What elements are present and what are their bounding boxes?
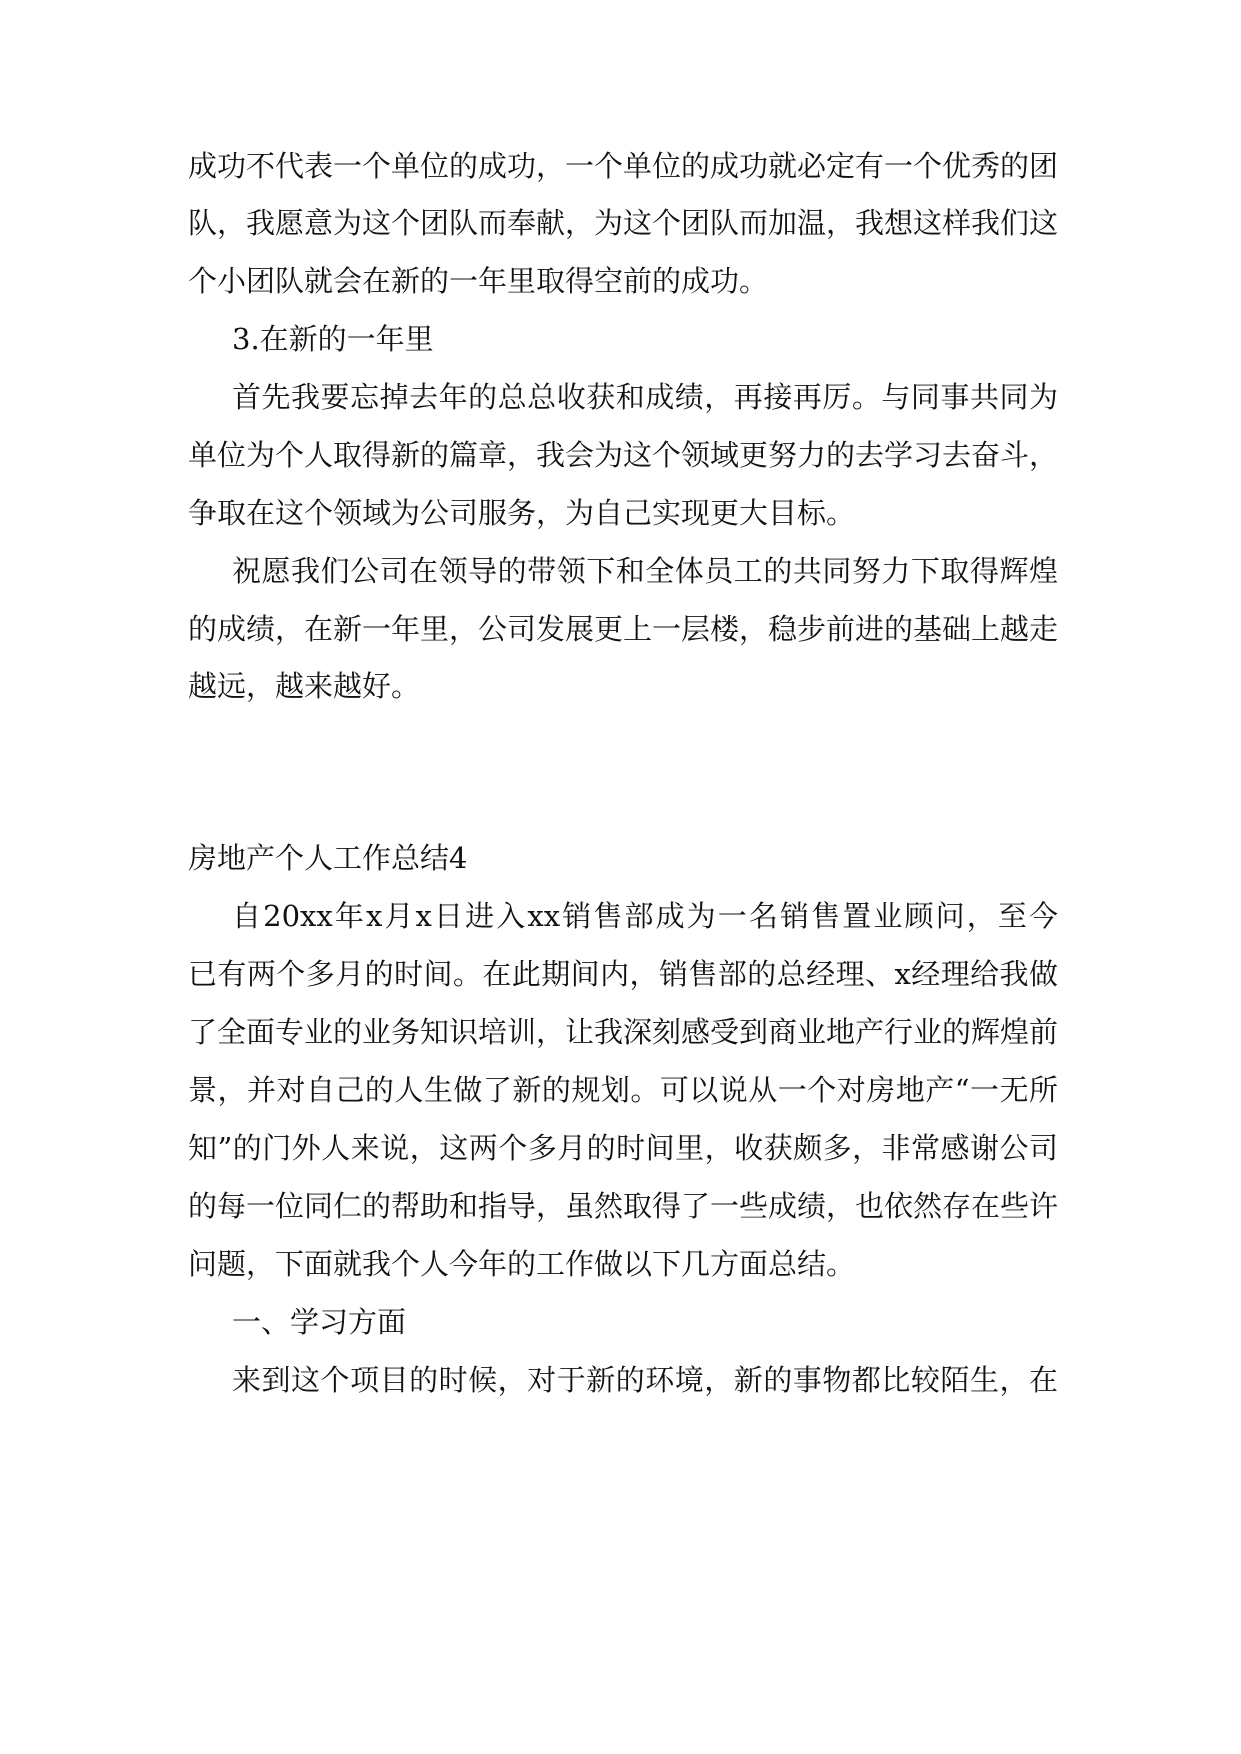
section-heading-3: 3.在新的一年里: [232, 322, 434, 356]
paragraph-line-5: 单位为个人取得新的篇章，我会为这个领域更努力的去学习去奋斗，: [188, 438, 1058, 472]
paragraph-line-13: 景，并对自己的人生做了新的规划。可以说从一个对房地产“一无所: [188, 1073, 1058, 1107]
paragraph-line-1: 成功不代表一个单位的成功，一个单位的成功就必定有一个优秀的团: [188, 149, 1058, 183]
paragraph-line-9: 越远，越来越好。: [188, 669, 421, 703]
paragraph-line-2: 队，我愿意为这个团队而奉献，为这个团队而加温，我想这样我们这: [188, 206, 1058, 240]
paragraph-line-12: 了全面专业的业务知识培训，让我深刻感受到商业地产行业的辉煌前: [188, 1015, 1058, 1049]
paragraph-line-17: 来到这个项目的时候，对于新的环境，新的事物都比较陌生，在: [232, 1363, 1058, 1397]
paragraph-line-8: 的成绩，在新一年里，公司发展更上一层楼，稳步前进的基础上越走: [188, 612, 1058, 646]
paragraph-line-6: 争取在这个领域为公司服务，为自己实现更大目标。: [188, 496, 856, 530]
paragraph-line-14: 知”的门外人来说，这两个多月的时间里，收获颇多，非常感谢公司: [188, 1131, 1058, 1165]
paragraph-line-3: 个小团队就会在新的一年里取得空前的成功。: [188, 264, 769, 298]
paragraph-line-16: 问题，下面就我个人今年的工作做以下几方面总结。: [188, 1247, 856, 1281]
paragraph-line-4: 首先我要忘掉去年的总总收获和成绩，再接再厉。与同事共同为: [232, 380, 1058, 414]
section-heading-study: 一、学习方面: [232, 1305, 407, 1339]
paragraph-line-7: 祝愿我们公司在领导的带领下和全体员工的共同努力下取得辉煌: [232, 554, 1058, 588]
document-section-title: 房地产个人工作总结4: [188, 841, 468, 875]
paragraph-line-15: 的每一位同仁的帮助和指导，虽然取得了一些成绩，也依然存在些许: [188, 1189, 1058, 1223]
paragraph-line-10: 自20xx年x月x日进入xx销售部成为一名销售置业顾问，至今: [232, 899, 1058, 933]
paragraph-line-11: 已有两个多月的时间。在此期间内，销售部的总经理、x经理给我做: [188, 957, 1058, 991]
